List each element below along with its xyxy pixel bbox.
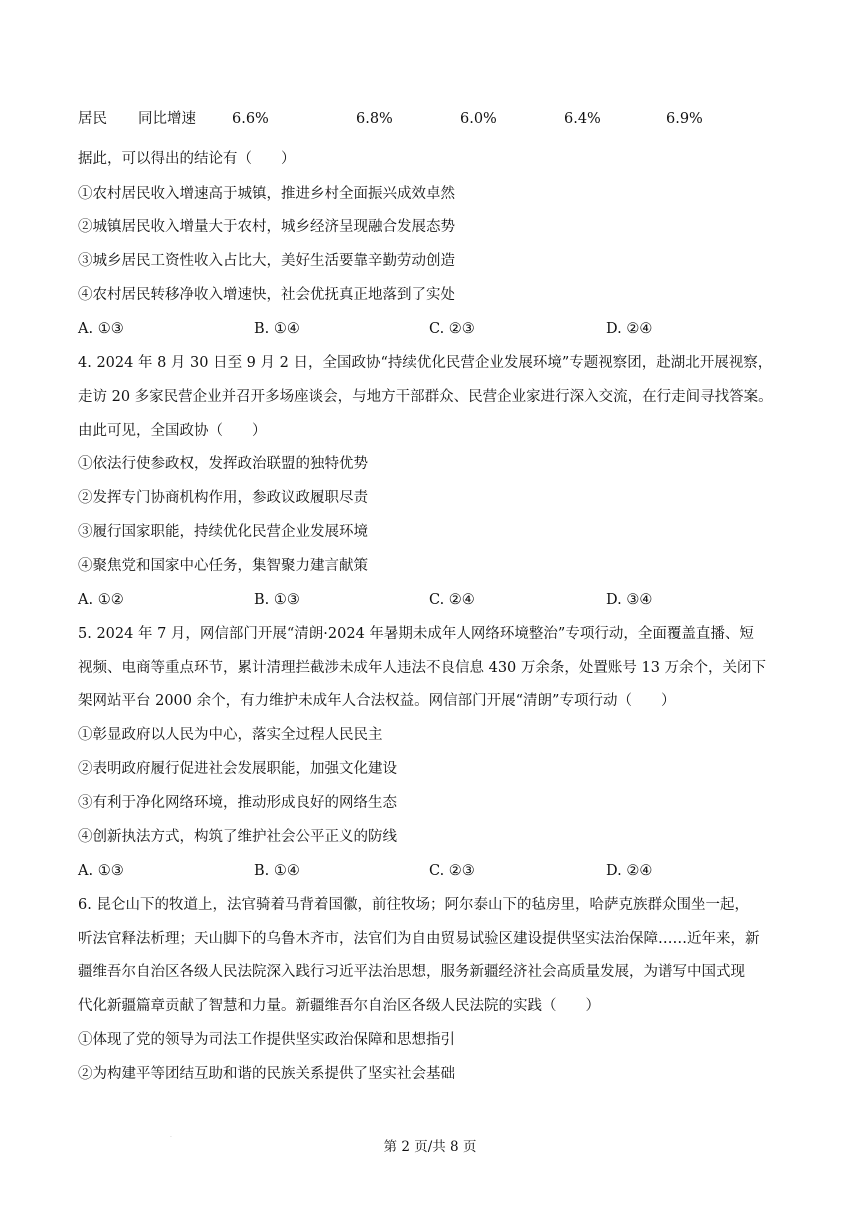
q3-statement: ③城乡居民工资性收入占比大，美好生活要靠辛勤劳动创造: [78, 253, 455, 269]
q6-statement: ②为构建平等团结互助和谐的民族关系提供了坚实社会基础: [78, 1066, 455, 1082]
decorative-dot: ·: [170, 1134, 172, 1141]
q3-option-c: C. ②③: [429, 321, 475, 337]
q5-text: 视频、电商等重点环节，累计清理拦截涉未成年人违法不良信息 430 万余条，处置账号 13 万余个，关闭下: [78, 660, 767, 676]
q6-text: 听法官释法析理；天山脚下的乌鲁木齐市，法官们为自由贸易试验区建设提供坚实法治保障……近年来，新: [78, 931, 760, 947]
q4-option-b: B. ①③: [254, 592, 300, 608]
q6-text: 代化新疆篇章贡献了智慧和力量。新疆维吾尔自治区各级人民法院的实践（ ）: [78, 998, 600, 1014]
q4-text: 走访 20 多家民营企业并召开多场座谈会，与地方干部群众、民营企业家进行深入交流，在行走间寻找答案。: [78, 389, 773, 405]
q4-option-d: D. ③④: [606, 592, 653, 608]
table-row-metric: 同比增速: [138, 111, 196, 127]
q5-statement: ③有利于净化网络环境，推动形成良好的网络生态: [78, 795, 397, 811]
q4-statement: ②发挥专门协商机构作用，参政议政履职尽责: [78, 490, 368, 506]
q4-text: 由此可见，全国政协（ ）: [78, 423, 267, 439]
q5-statement: ④创新执法方式，构筑了维护社会公平正义的防线: [78, 829, 397, 845]
q5-option-d: D. ②④: [606, 863, 653, 879]
table-row: [78, 109, 778, 129]
table-cell: 6.6%: [232, 111, 269, 127]
table-cell: 6.4%: [564, 111, 601, 127]
q4-statement: ①依法行使参政权，发挥政治联盟的独特优势: [78, 456, 368, 472]
table-cell: 6.0%: [460, 111, 497, 127]
q5-option-c: C. ②③: [429, 863, 475, 879]
q5-option-b: B. ①④: [254, 863, 300, 879]
q4-statement: ④聚焦党和国家中心任务，集智聚力建言献策: [78, 558, 368, 574]
q3-option-b: B. ①④: [254, 321, 300, 337]
page-number: 第 2 页/共 8 页: [383, 1139, 477, 1155]
q4-text: 4. 2024 年 8 月 30 日至 9 月 2 日，全国政协“持续优化民营企业发展环境”专题视察团，赴湖北开展视察，: [78, 355, 773, 371]
q5-statement: ①彰显政府以人民为中心，落实全过程人民民主: [78, 727, 383, 743]
table-cell: 6.8%: [356, 111, 393, 127]
q6-statement: ①体现了党的领导为司法工作提供坚实政治保障和思想指引: [78, 1032, 455, 1048]
q3-statement: ④农村居民转移净收入增速快，社会优抚真正地落到了实处: [78, 287, 455, 303]
q6-text: 6. 昆仑山下的牧道上，法官骑着马背着国徽，前往牧场；阿尔泰山下的毡房里，哈萨克族群众围坐一起，: [78, 897, 749, 913]
q3-option-a: A. ①③: [78, 321, 124, 337]
q5-option-a: A. ①③: [78, 863, 124, 879]
q5-text: 5. 2024 年 7 月，网信部门开展“清朗·2024 年暑期未成年人网络环境整治”专项行动，全面覆盖直播、短: [78, 626, 754, 642]
q3-stem: 据此，可以得出的结论有（ ）: [78, 151, 296, 167]
q6-text: 疆维吾尔自治区各级人民法院深入践行习近平法治思想，服务新疆经济社会高质量发展，为谱写中国式现: [78, 964, 745, 980]
q5-statement: ②表明政府履行促进社会发展职能，加强文化建设: [78, 761, 397, 777]
q5-text: 架网站平台 2000 余个，有力维护未成年人合法权益。网信部门开展“清朗”专项行动（ ）: [78, 693, 676, 709]
q3-statement: ②城镇居民收入增量大于农村，城乡经济呈现融合发展态势: [78, 219, 455, 235]
q4-option-a: A. ①②: [78, 592, 124, 608]
table-row-label: 居民: [78, 111, 107, 127]
q3-statement: ①农村居民收入增速高于城镇，推进乡村全面振兴成效卓然: [78, 186, 455, 202]
q4-option-c: C. ②④: [429, 592, 475, 608]
q3-option-d: D. ②④: [606, 321, 653, 337]
q4-statement: ③履行国家职能，持续优化民营企业发展环境: [78, 524, 368, 540]
table-cell: 6.9%: [666, 111, 703, 127]
